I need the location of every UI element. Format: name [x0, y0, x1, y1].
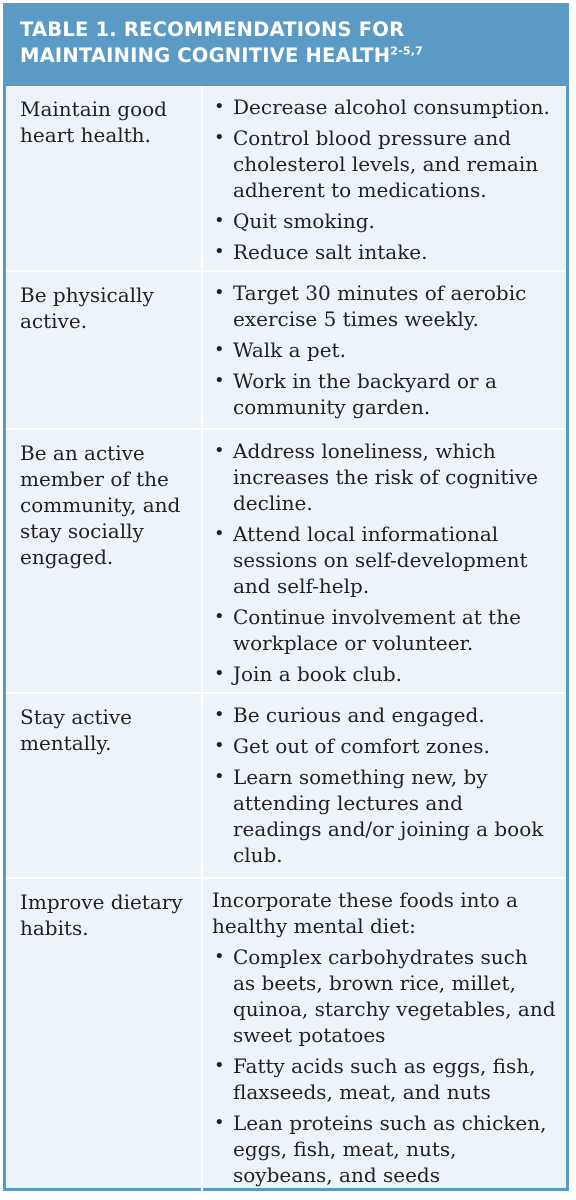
bullet-icon: •: [214, 523, 225, 544]
list-item: [212, 764, 556, 868]
list-item: [212, 1053, 556, 1105]
list-item-text: Walk a pet.: [233, 338, 346, 362]
list-item-text: Target 30 minutes of aerobic exercise 5 times weekly.: [233, 281, 527, 331]
list-item-text: Decrease alcohol consumption.: [233, 95, 550, 119]
bullet-icon: •: [214, 1112, 225, 1133]
bullet-icon: •: [214, 946, 225, 967]
list-item: [212, 94, 556, 120]
table-title: [6, 6, 566, 86]
recommendations-cell: [202, 271, 566, 429]
list-item: [212, 337, 556, 363]
list-item-text: Be curious and engaged.: [233, 703, 485, 727]
table-row: [6, 693, 566, 878]
bullet-icon: •: [214, 96, 225, 117]
recommendation-list: [212, 280, 556, 420]
recommendation-list: [212, 944, 556, 1188]
bullet-icon: •: [214, 241, 225, 262]
bullet-icon: •: [214, 210, 225, 231]
bullet-icon: •: [214, 735, 225, 756]
topic-cell: [6, 429, 202, 693]
list-item-text: Reduce salt intake.: [233, 240, 428, 264]
topic-label: Maintain good heart health.: [20, 97, 167, 147]
bullet-icon: •: [214, 1055, 225, 1076]
list-item-text: Get out of comfort zones.: [233, 734, 490, 758]
bullet-icon: •: [214, 440, 225, 461]
list-item: [212, 1110, 556, 1188]
list-item: [212, 661, 556, 687]
list-item: [212, 438, 556, 516]
bullet-icon: •: [214, 339, 225, 360]
list-item-text: Attend local informational sessions on self-development and self-help.: [233, 522, 528, 598]
list-item-text: Join a book club.: [233, 662, 402, 686]
topic-cell: [6, 271, 202, 429]
list-item: [212, 368, 556, 420]
list-item: [212, 208, 556, 234]
list-item-text: Learn something new, by attending lectures and readings and/or joining a book club.: [233, 765, 544, 867]
recommendations-grid: [6, 86, 566, 1197]
recommendations-intro: Incorporate these foods into a healthy mental diet:: [212, 888, 518, 938]
table-title-reference: 2-5,7: [390, 44, 423, 58]
recommendations-cell: [202, 86, 566, 271]
bullet-icon: •: [214, 606, 225, 627]
table-row: [6, 429, 566, 693]
recommendation-list: [212, 94, 556, 265]
recommendations-cell: [202, 429, 566, 693]
recommendations-cell: [202, 693, 566, 878]
list-item: [212, 733, 556, 759]
topic-cell: [6, 86, 202, 271]
table-row: [6, 271, 566, 429]
bullet-icon: •: [214, 663, 225, 684]
bullet-icon: •: [214, 704, 225, 725]
table-row: [6, 86, 566, 271]
list-item-text: Address loneliness, which increases the risk of cognitive decline.: [233, 439, 539, 515]
topic-label: Be an active member of the community, and stay socially engaged.: [20, 441, 181, 569]
topic-label: Stay active mentally.: [20, 705, 133, 755]
bullet-icon: •: [214, 370, 225, 391]
list-item-text: Continue involvement at the workplace or volunteer.: [233, 605, 521, 655]
topic-cell: [6, 693, 202, 878]
recommendation-list: [212, 438, 556, 687]
topic-label: Be physically active.: [20, 283, 154, 333]
list-item: [212, 125, 556, 203]
topic-cell: [6, 878, 202, 1196]
list-item: [212, 944, 556, 1048]
list-item-text: Fatty acids such as eggs, fish, flaxseeds, meat, and nuts: [233, 1054, 536, 1104]
list-item: [212, 702, 556, 728]
list-item: [212, 521, 556, 599]
topic-label: Improve dietary habits.: [20, 890, 183, 940]
recommendations-cell: [202, 878, 566, 1196]
list-item: [212, 239, 556, 265]
list-item-text: Quit smoking.: [233, 209, 375, 233]
list-item-text: Work in the backyard or a community garden.: [233, 369, 497, 419]
list-item: [212, 280, 556, 332]
recommendations-table: [3, 3, 569, 1191]
list-item-text: Control blood pressure and cholesterol levels, and remain adherent to medications.: [233, 126, 539, 202]
bullet-icon: •: [214, 766, 225, 787]
list-item: [212, 604, 556, 656]
table-row: [6, 878, 566, 1196]
bullet-icon: •: [214, 282, 225, 303]
recommendation-list: [212, 702, 556, 868]
bullet-icon: •: [214, 127, 225, 148]
list-item-text: Complex carbohydrates such as beets, brown rice, millet, quinoa, starchy vegetables, and sweet potatoes: [233, 945, 556, 1047]
list-item-text: Lean proteins such as chicken, eggs, fish, meat, nuts, soybeans, and seeds: [233, 1111, 547, 1187]
table-title-text: TABLE 1. RECOMMENDATIONS FOR MAINTAINING COGNITIVE HEALTH: [20, 18, 405, 67]
